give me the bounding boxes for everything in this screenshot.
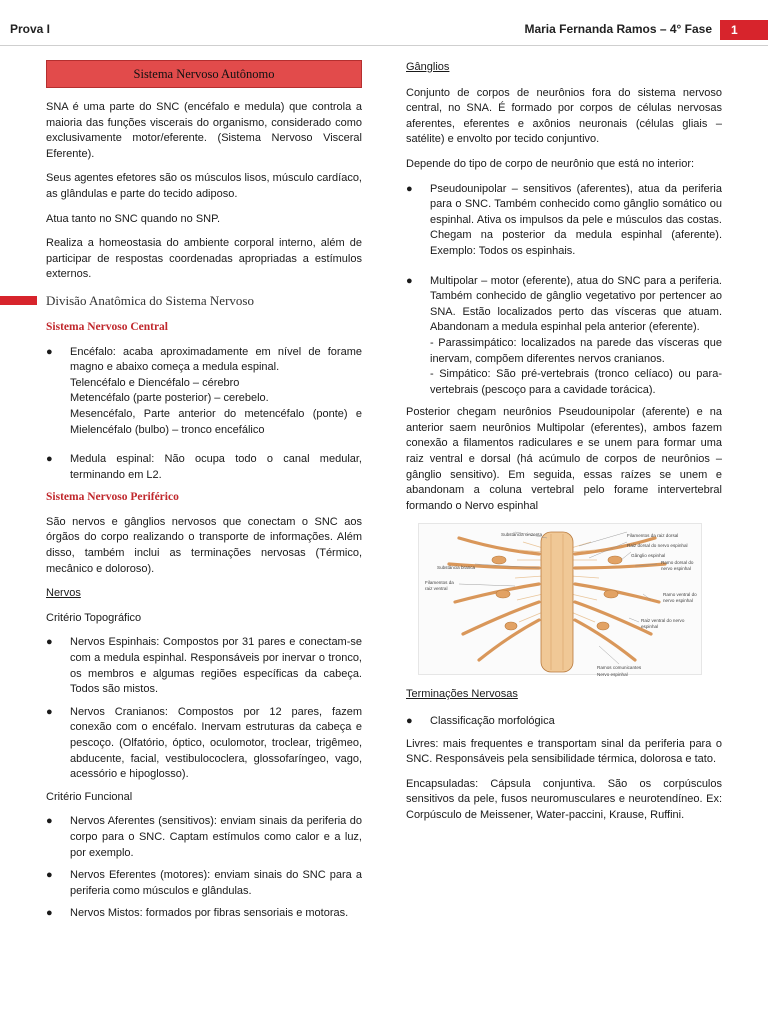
pseudounipolar-text: Pseudounipolar – sensitivos (aferentes), atua da periferia para o SNC. Também conhecido como gânglio somático ou espinhal. Ativa os impulsos da pele e músculos das costas. Chegam na posterior da medula espinhal (aferente). Exemplo: Todos os espinhais.: [430, 182, 722, 257]
nervos-mistos-text: Nervos Mistos: formados por fibras sensoriais e motoras.: [70, 907, 349, 920]
encapsuladas-paragraph: Encapsuladas: Cápsula conjuntiva. São os corpúsculos sensitivos da pele, fusos neuromusculares e neurotendíneo. Ex: Corpúsculo de Meissener, Water-paccini, Krause, Ruffini.: [406, 777, 722, 821]
division-accent-bar: [0, 296, 37, 305]
figure-label: Raiz ventral do nervo espinhal: [641, 618, 685, 629]
nervos-espinhais-text: Nervos Espinhais: Compostos por 31 pares e conectam-se com a medula espinhal. Responsáveis por inervar o tronco, os membros e algumas regiões específicas da cabeça. Todos são mistos.: [70, 636, 362, 696]
parassimpatico-text: - Parassimpático: localizados na parede das vísceras que inervam, compõem diferentes nervos cranianos.: [430, 336, 722, 365]
encefalo-text: Encéfalo: acaba aproximadamente em nível de forame magno e abaixo começa a medula espinal.: [70, 345, 362, 374]
metencefalo-text: Metencéfalo (parte posterior) – cerebelo.: [70, 392, 269, 405]
figure-label: Raiz dorsal do nervo espinhal: [627, 543, 688, 549]
snp-heading: Sistema Nervoso Periférico: [46, 491, 179, 504]
snc-heading: Sistema Nervoso Central: [46, 320, 169, 333]
section-title-box: Sistema Nervoso Autônomo: [46, 60, 362, 88]
division-heading-row: [46, 292, 362, 312]
simpatico-text: - Simpático: São pré-vertebrais (tronco celíaco) ou para-vertebrais (pescoço para a cavidade torácica).: [430, 368, 722, 396]
snp-paragraph: São nervos e gânglios nervosos que conectam o SNC aos órgãos do corpo realizando o transporte de informações. Além disso, também inclui as terminações nervosas (Térmico, mecânico e doloroso).: [46, 515, 362, 575]
func-list: [46, 814, 362, 922]
header-author: Maria Fernanda Ramos – 4° Fase: [524, 22, 712, 36]
list-item: [46, 868, 362, 899]
intro-paragraph-1: SNA é uma parte do SNC (encéfalo e medula) que controla a maioria das funções viscerais do organismo, considerado como exclusivamente motor/eferente. (Sistema Nervoso Visceral Eferente).: [46, 101, 362, 160]
figure-label: Substância cinzenta: [501, 532, 543, 538]
list-item: [406, 182, 722, 260]
left-column: [46, 56, 362, 929]
bullet-icon: ●: [46, 636, 53, 649]
bullet-icon: ●: [406, 715, 413, 728]
nervos-heading: Nervos: [46, 587, 81, 600]
figure-label: Nervo espinhal: [597, 672, 628, 678]
medula-text: Medula espinal: Não ocupa todo o canal medular, terminando em L2.: [70, 453, 362, 481]
terminacoes-heading: Terminações Nervosas: [406, 688, 518, 701]
list-item: [46, 906, 362, 922]
intro-paragraph-2: Seus agentes efetores são os músculos lisos, músculo cardíaco, as glândulas e parte do tecido adiposo.: [46, 172, 362, 200]
bullet-icon: ●: [46, 345, 53, 358]
mesencefalo-text: Mesencéfalo, Parte anterior do metencéfalo (ponte) e Mielencéfalo (bulbo) – tronco encefálico: [70, 407, 362, 436]
list-item: [46, 635, 362, 697]
list-item: [406, 274, 722, 399]
figure-label: Ramo ventral do nervo espinhal: [663, 592, 697, 603]
list-item: [406, 714, 722, 730]
page-header: [0, 0, 768, 46]
bullet-icon: ●: [46, 815, 53, 828]
figure-label: Filamentos da raiz dorsal: [627, 533, 679, 539]
page-number-badge: 1: [720, 20, 768, 40]
func-heading: Critério Funcional: [46, 790, 133, 803]
figure-label: Gânglio espinhal: [631, 553, 666, 559]
topo-list: [46, 635, 362, 782]
bullet-icon: ●: [46, 869, 53, 882]
multipolar-text: Multipolar – motor (eferente), atua do SNC para a periferia. Também conhecido de gânglio vegetativo por pertencer ao SNA. Estão localizados perto das vísceras que atuam. Abandonam a medula espinhal pela anterior (eferente).: [430, 274, 722, 334]
list-item: [46, 452, 362, 483]
list-item: [46, 705, 362, 783]
snc-list: [46, 345, 362, 484]
division-title: Divisão Anatômica do Sistema Nervoso: [46, 292, 254, 308]
neuron-list: [406, 182, 722, 399]
bullet-icon: ●: [46, 705, 53, 718]
figure-label: Filamentos da raiz ventral: [425, 580, 454, 591]
nervos-cranianos-text: Nervos Cranianos: Compostos por 12 pares, fazem conexão com o encéfalo. Inervam estruturas da cabeça e pescoço. (Olfatório, óptico, oculomotor, troclear, trigêmeo, abducente, facial, vestibulococlera, glossofaríngeo, vago, acessório e hipoglosso).: [70, 705, 362, 781]
figure-label: Ramo dorsal do nervo espinhal: [661, 560, 694, 571]
nervos-aferentes-text: Nervos Aferentes (sensitivos): enviam sinais da periferia do corpo para o SNC. Captam estímulos como calor e a luz, por exemplo.: [70, 815, 362, 859]
bullet-icon: ●: [46, 907, 53, 920]
bullet-icon: ●: [406, 182, 413, 195]
classificacao-text: Classificação morfológica: [430, 715, 555, 728]
ganglios-heading: Gânglios: [406, 61, 450, 73]
depende-paragraph: Depende do tipo de corpo de neurônio que está no interior:: [406, 157, 695, 170]
header-divider: [0, 45, 768, 46]
figure-label: Substância branca: [437, 565, 476, 571]
right-column: [406, 56, 722, 833]
spinal-cord-figure: [418, 523, 702, 678]
bullet-icon: ●: [406, 274, 413, 287]
topo-heading: Critério Topográfico: [46, 611, 142, 624]
telencefalo-text: Telencéfalo e Diencéfalo – cérebro: [70, 376, 240, 389]
ganglios-paragraph: Conjunto de corpos de neurônios fora do sistema nervoso central, no SNA. É formado por corpos de células nervosas aferentes, eferentes e axônios neuronais (células gliais – satélite) e envolto por tecido conjuntivo.: [406, 86, 722, 146]
figure-label: Ramos comunicantes: [597, 665, 642, 671]
livres-paragraph: Livres: mais frequentes e transportam sinal da periferia para o SNC. Responsáveis pela sensibilidade térmica, dolorosa e tato.: [406, 737, 722, 766]
header-course: Prova I: [10, 22, 51, 36]
nervos-eferentes-text: Nervos Eferentes (motores): enviam sinais do SNC para a periferia como músculos e glândulas.: [70, 869, 362, 897]
intro-paragraph-3: Atua tanto no SNC quando no SNP.: [46, 212, 221, 225]
list-item: [46, 814, 362, 861]
intro-paragraph-4: Realiza a homeostasia do ambiente corporal interno, além de participar de respostas coordenadas apropriadas a estímulos externos.: [46, 237, 362, 281]
list-item: [46, 345, 362, 439]
bullet-icon: ●: [46, 453, 53, 466]
posterior-paragraph: Posterior chegam neurônios Pseudounipolar (aferente) e na anterior saem neurônios Multipolar (eferentes), ambos fazem conexão a filamentos radiculares e se unem para formar uma raiz ventral e dorsal (há acúmulo de corpos de neurônios – gânglio sensitivo). Em seguida, essas raízes se unem e abandonam a coluna vertebral pelo forame intervertebral formando o Nervo espinhal: [406, 406, 722, 512]
terminacoes-list: [406, 714, 722, 730]
spinal-cord: [541, 532, 573, 672]
